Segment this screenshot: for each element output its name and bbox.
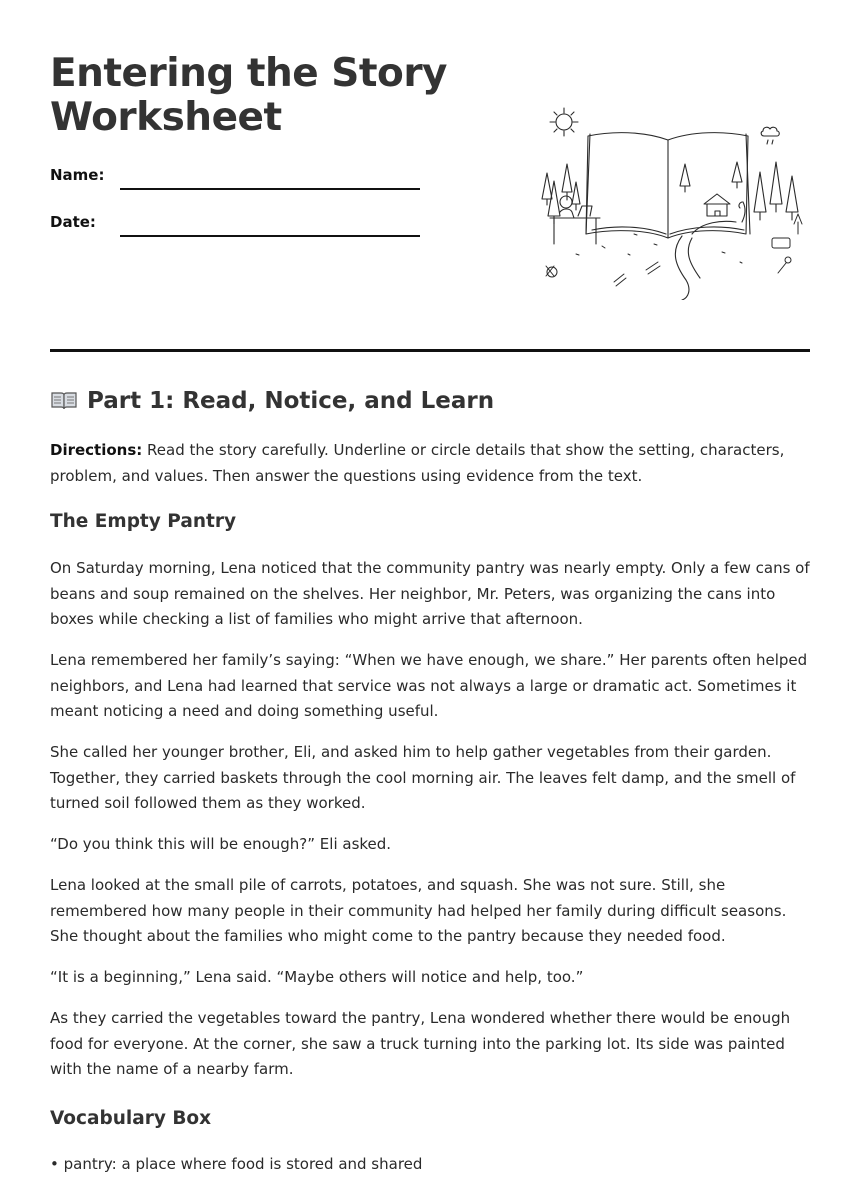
scattered-items bbox=[546, 214, 802, 286]
story-paragraph: On Saturday morning, Lena noticed that the community pantry was nearly empty. Only a few cans of beans and soup remained on the shelves. Her neighbor, Mr. Peters, was organizing the cans into boxes while checking a list of families who might arrive that afternoon. bbox=[50, 559, 810, 628]
trees-right bbox=[754, 162, 798, 220]
road-path bbox=[675, 236, 700, 300]
trees-left bbox=[542, 164, 580, 224]
part1-heading bbox=[50, 388, 494, 414]
storybook-illustration bbox=[532, 104, 812, 300]
name-field[interactable] bbox=[50, 160, 420, 190]
directions-label: Directions: bbox=[50, 441, 143, 459]
directions-text: Read the story carefully. Underline or circle details that show the setting, characters, problem, and values. Then answer the questions using evidence from the text. bbox=[50, 441, 785, 485]
open-book-icon bbox=[50, 390, 78, 412]
name-line[interactable] bbox=[120, 188, 420, 190]
book-village-scene bbox=[680, 162, 745, 234]
date-line[interactable] bbox=[120, 235, 420, 237]
vocabulary-item: • pantry: a place where food is stored and shared bbox=[50, 1155, 423, 1173]
date-field[interactable] bbox=[50, 207, 420, 237]
story-paragraph: “Do you think this will be enough?” Eli asked. bbox=[50, 835, 392, 853]
story-title: The Empty Pantry bbox=[50, 511, 237, 532]
directions bbox=[50, 437, 810, 489]
story-body bbox=[50, 556, 810, 1098]
page-title: Entering the Story Worksheet bbox=[50, 51, 447, 140]
date-label: Date: bbox=[50, 213, 96, 231]
story-paragraph: “It is a beginning,” Lena said. “Maybe others will notice and help, too.” bbox=[50, 968, 584, 986]
story-paragraph: Lena remembered her family’s saying: “When we have enough, we share.” Her parents often helped neighbors, and Lena had learned that service was not always a large or dramatic act. Sometimes it meant noticing a need and doing something useful. bbox=[50, 651, 808, 720]
cloud-icon bbox=[761, 127, 779, 144]
name-label: Name: bbox=[50, 166, 105, 184]
story-paragraph: As they carried the vegetables toward the pantry, Lena wondered whether there would be enough food for everyone. At the corner, she saw a truck turning into the parking lot. Its side was painted with the name of a nearby farm. bbox=[50, 1009, 791, 1078]
header-divider bbox=[50, 349, 810, 352]
story-paragraph: She called her younger brother, Eli, and asked him to help gather vegetables from their garden. Together, they carried baskets through the cool morning air. The leaves felt damp, and the smell of turned soil followed them as they worked. bbox=[50, 743, 796, 812]
part1-heading-text: Part 1: Read, Notice, and Learn bbox=[87, 388, 495, 414]
open-book bbox=[586, 133, 750, 238]
story-paragraph: Lena looked at the small pile of carrots, potatoes, and squash. She was not sure. Still, she remembered how many people in their community had helped her family during difficult seasons. She thought about the families who might come to the pantry because they needed food. bbox=[50, 876, 787, 945]
vocabulary-title: Vocabulary Box bbox=[50, 1108, 212, 1129]
sun-icon bbox=[550, 108, 578, 136]
